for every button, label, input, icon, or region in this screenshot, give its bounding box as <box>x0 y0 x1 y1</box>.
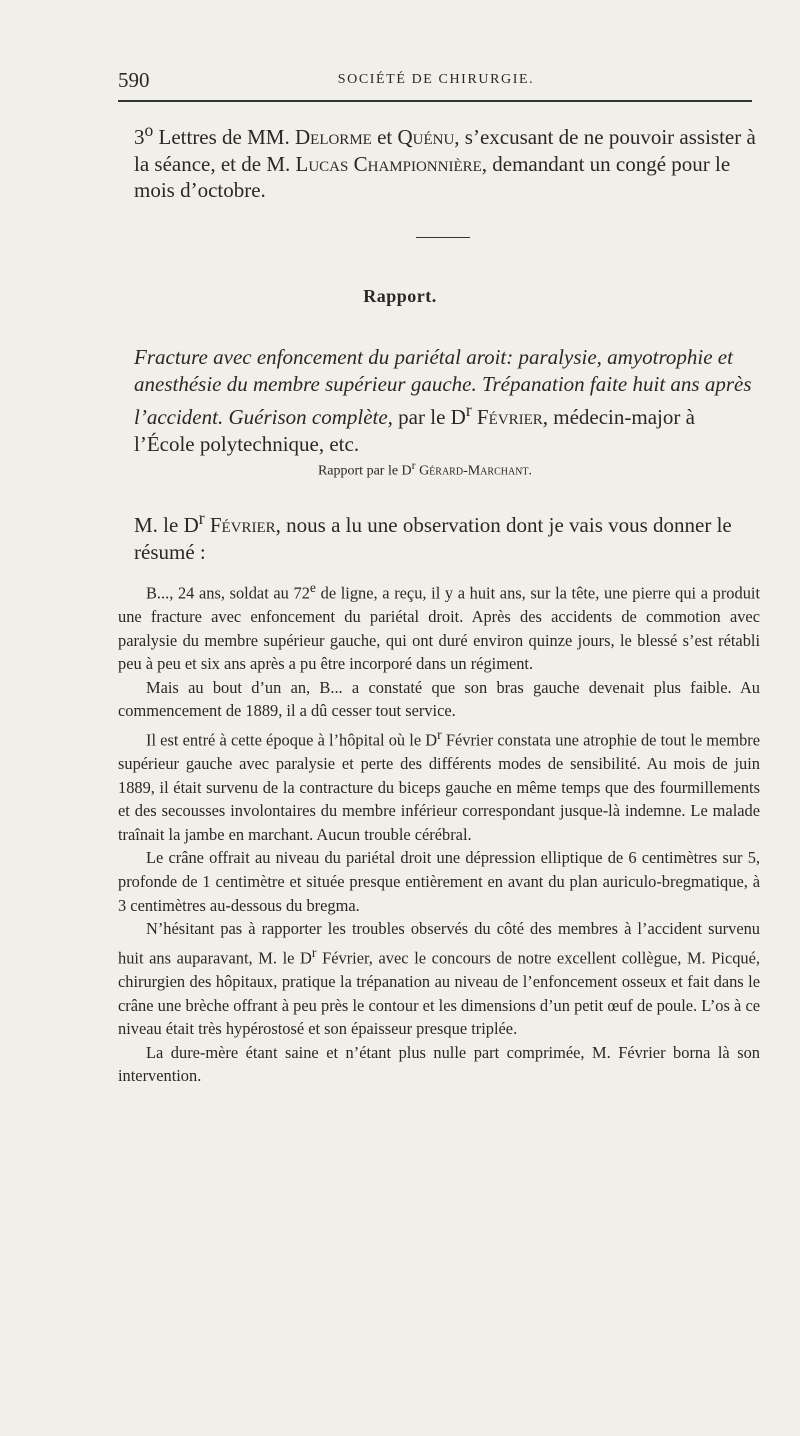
section-divider <box>416 237 470 238</box>
doctor-abbrev-sup: r <box>411 459 416 472</box>
item-text: et <box>371 125 398 149</box>
paragraph: Mais au bout d’un an, B... a constaté que son bras gauche devenait plus faible. Au commencement de 1889, il a dû cesser tout service. <box>118 677 760 721</box>
surname-quenu: Quénu <box>397 125 455 149</box>
ordinal-suffix: e <box>309 580 316 595</box>
doctor-abbrev-sup: r <box>465 400 472 420</box>
page-number: 590 <box>118 68 150 92</box>
paragraph <box>118 723 760 846</box>
report-title <box>134 344 760 457</box>
header-rule <box>118 100 752 102</box>
surname-delorme: Delorme <box>294 125 372 149</box>
correspondence-item <box>134 117 760 204</box>
intro-paragraph <box>134 505 760 565</box>
paragraph-text: Il est entré à cette époque à l’hôpital où le D <box>146 730 438 750</box>
reporter-name: Gérard-Marchant <box>419 463 529 479</box>
item-text: Lettres de MM. <box>153 125 295 149</box>
item-text: , s’excusant de ne pouvoir assister à la séance, et de M. <box>134 125 756 176</box>
report-byline <box>0 459 800 480</box>
running-title: SOCIÉTÉ DE CHIRURGIE. <box>337 72 535 87</box>
paragraph <box>118 917 760 1040</box>
doctor-abbrev-sup: r <box>311 944 317 960</box>
surname-championniere: Lucas Championnière <box>295 151 482 176</box>
paragraph: La dure-mère étant saine et n’étant plus nulle part comprimée, M. Février borna là son intervention. <box>118 1042 760 1086</box>
ordinal-suffix: o <box>144 120 154 140</box>
paragraph-text: N’hésitant pas à rapporter les troubles observés du côté des membres à l’accident survenu huit ans auparavant, M. le D <box>118 919 760 968</box>
intro-text: M. le D <box>134 513 199 537</box>
paragraph-text: Février constata une atrophie de tout le membre supérieur gauche avec paralysie et perte des différents modes de sensibilité. Au mois de juin 1889, il était survenu de la contracture du biceps gauche en même temps que des fourmillements et des secousses involontaires du membre inférieur correspondant jusque-là indemne. Le malade traînait la jambe en marchant. Aucun trouble cérébral. <box>118 730 761 844</box>
item-number: 3 <box>134 125 145 149</box>
byline-text: Rapport par le D <box>317 463 412 479</box>
report-title-italic: Fracture avec enfoncement du pariétal aroit: paralysie, amyotrophie et anesthésie du membre supérieur gauche. Trépanation faite huit ans après l’accident. Guérison complète, <box>134 345 752 429</box>
author-name: Février <box>476 405 543 429</box>
paragraph <box>118 576 760 676</box>
doctor-abbrev-sup: r <box>198 508 205 528</box>
page-header <box>118 64 754 92</box>
byline-text: . <box>528 463 533 479</box>
report-title-text: par le D <box>392 405 466 429</box>
paragraph: Le crâne offrait au niveau du pariétal droit une dépression elliptique de 6 centimètres sur 5, profonde de 1 centimètre et située presque entièrement en avant du plan auriculo-bregmatique, à 3 centimètres au-dessous du bregma. <box>118 848 760 915</box>
paragraph-text: Février, avec le concours de notre excellent collègue, M. Picqué, chirurgien des hôpitaux, pratique la trépanation au niveau de l’enfoncement osseux et fait dans le crâne une brèche offrant à peu près le contour et les dimensions d’un petit œuf de poule. L’os à ce niveau était très hypérostosé et son épaisseur presque triplée. <box>118 948 760 1039</box>
paragraph-text: de ligne, a reçu, il y a huit ans, sur la tête, une pierre qui a produit une fracture avec enfoncement du pariétal droit. Après des accidents de commotion avec paralysie du membre supérieur gauche, qui ont duré environ quinze jours, le blessé s’est rétabli peu à peu et six ans après a pu être incorporé dans un régiment. <box>118 583 760 674</box>
paragraph-text: B..., 24 ans, soldat au 72 <box>146 583 310 603</box>
intro-text: , nous a lu une observation dont je vais vous donner le résumé : <box>134 513 732 564</box>
section-heading: Rapport. <box>363 286 437 306</box>
report-title-text: , médecin-major à l’École polytechnique, etc. <box>134 405 695 456</box>
case-summary <box>118 576 760 1088</box>
item-text: , demandant un congé pour le mois d’octobre. <box>134 151 731 202</box>
doctor-abbrev-sup: r <box>437 727 442 743</box>
author-name: Février <box>209 513 276 537</box>
